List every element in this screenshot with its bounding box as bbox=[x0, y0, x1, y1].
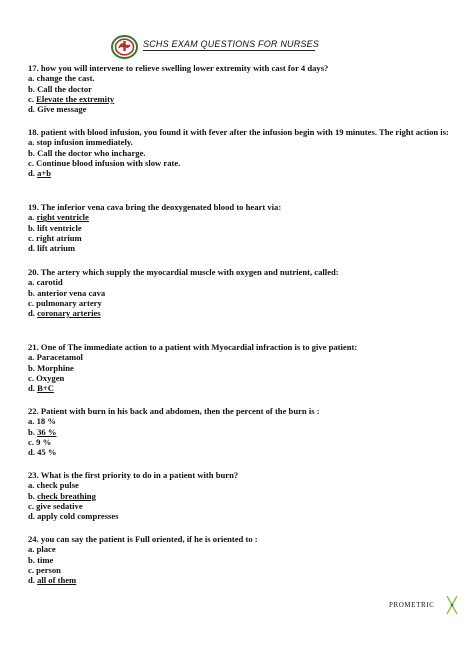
option-b: b. Call the doctor bbox=[28, 83, 92, 94]
page-title: SCHS EXAM QUESTIONS FOR NURSES bbox=[143, 39, 320, 49]
footer-brand-text: PROMETRIC bbox=[389, 601, 435, 609]
question-stem: 22. Patient with burn in his back and abdomen, then the percent of the burn is : bbox=[28, 406, 320, 416]
option-b: b. lift ventricle bbox=[28, 222, 82, 233]
option-c: c. 9 % bbox=[28, 436, 52, 447]
option-c: c. right atrium bbox=[28, 232, 82, 243]
question-18 bbox=[28, 127, 453, 178]
option-a-answer: a. right ventricle bbox=[28, 212, 89, 223]
option-a: a. change the cast. bbox=[28, 73, 95, 84]
question-23 bbox=[28, 470, 453, 521]
option-d: d. Give message bbox=[28, 104, 87, 115]
option-b-answer: b. check breathing bbox=[28, 490, 96, 501]
option-a: a. check pulse bbox=[28, 480, 79, 491]
question-22 bbox=[28, 406, 453, 457]
option-d-answer: d. a+b bbox=[28, 168, 52, 179]
option-c: c. Oxygen bbox=[28, 372, 65, 383]
option-b: b. Morphine bbox=[28, 362, 74, 373]
question-stem: 17. how you will intervene to relieve swelling lower extremity with cast for 4 days? bbox=[28, 63, 329, 73]
question-stem: 21. One of The immediate action to a patient with Myocardial infraction is to give patient: bbox=[28, 342, 358, 352]
option-c: c. person bbox=[28, 564, 61, 575]
question-stem: 24. you can say the patient is Full oriented, if he is oriented to : bbox=[28, 534, 258, 544]
question-stem: 20. The artery which supply the myocardial muscle with oxygen and nutrient, called: bbox=[28, 267, 339, 277]
option-d: d. lift atrium bbox=[28, 243, 76, 254]
option-a: a. 18 % bbox=[28, 416, 56, 427]
option-b: b. time bbox=[28, 554, 54, 565]
prometric-mark-icon bbox=[445, 594, 459, 616]
option-d-answer: d. B+C bbox=[28, 383, 54, 394]
option-d: d. 45 % bbox=[28, 447, 57, 458]
option-a: a. Paracetamol bbox=[28, 352, 83, 363]
option-a: a. carotid bbox=[28, 277, 63, 288]
question-stem: 19. The inferior vena cava bring the deoxygenated blood to heart via: bbox=[28, 202, 282, 212]
question-19 bbox=[28, 202, 453, 253]
question-20 bbox=[28, 267, 453, 318]
option-b-answer: b. 36 % bbox=[28, 426, 57, 437]
header-divider bbox=[143, 50, 315, 51]
option-d-answer: d. coronary arteries bbox=[28, 308, 101, 319]
question-24 bbox=[28, 534, 453, 585]
option-a: a. place bbox=[28, 544, 56, 555]
schs-seal-logo-icon bbox=[111, 35, 138, 59]
option-d-answer: d. all of them bbox=[28, 575, 77, 586]
option-c-answer: c. Elevate the extremity bbox=[28, 93, 115, 104]
option-b: b. Call the doctor who incharge. bbox=[28, 147, 146, 158]
option-a: a. stop infusion immediately. bbox=[28, 137, 133, 148]
question-21 bbox=[28, 342, 453, 393]
prometric-logo bbox=[389, 594, 457, 616]
option-c: c. Continue blood infusion with slow rate. bbox=[28, 157, 181, 168]
option-c: c. pulmonary artery bbox=[28, 297, 102, 308]
option-b: b. anterior vena cava bbox=[28, 287, 106, 298]
question-stem: 23. What is the first priority to do in a patient with burn? bbox=[28, 470, 239, 480]
question-stem: 18. patient with blood infusion, you found it with fever after the infusion begin with 19 minutes. The right action is: bbox=[28, 127, 449, 137]
option-d: d. apply cold compresses bbox=[28, 511, 119, 522]
option-c: c. give sedative bbox=[28, 500, 83, 511]
question-17 bbox=[28, 63, 453, 114]
